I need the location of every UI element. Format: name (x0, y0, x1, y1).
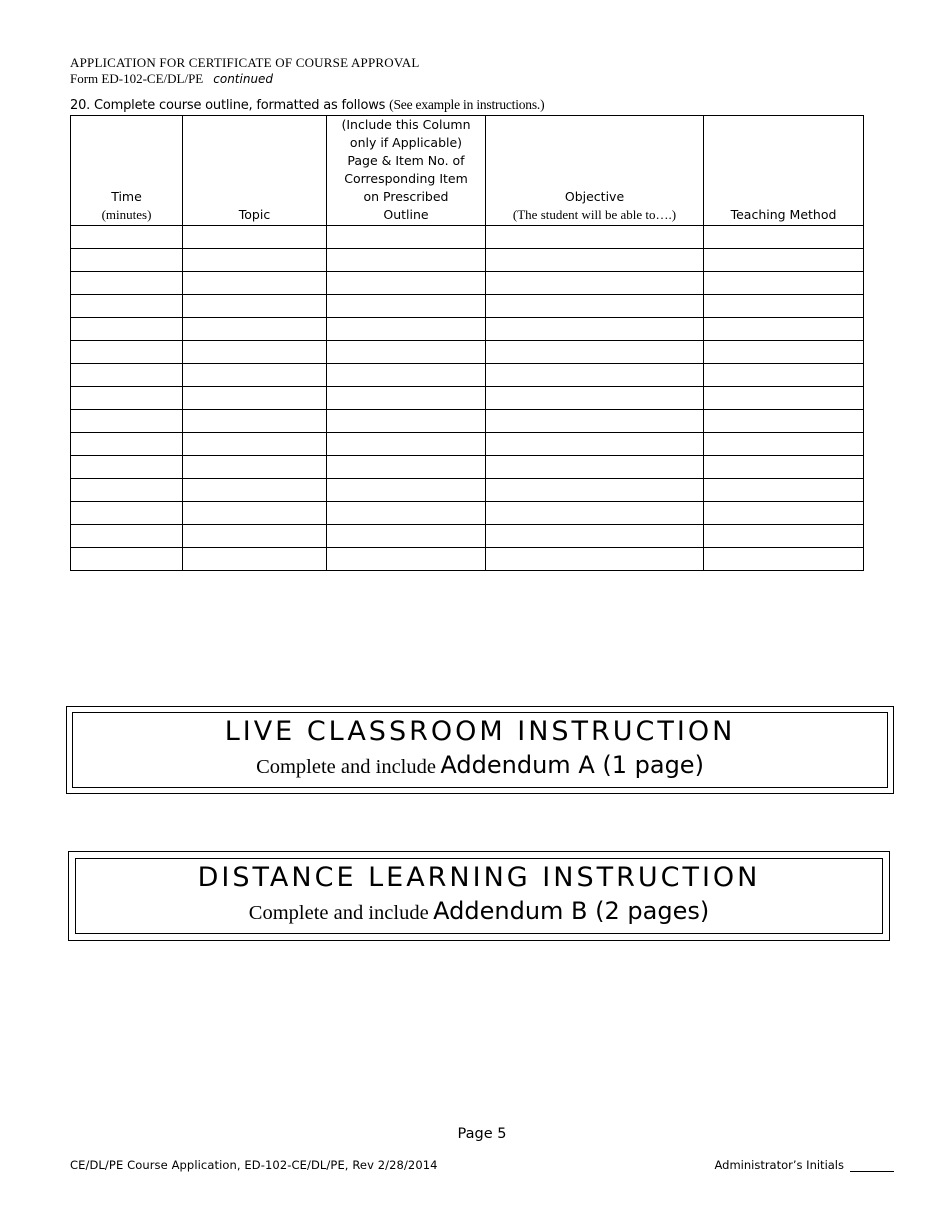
live-classroom-inner-box (72, 712, 888, 788)
method-cell[interactable] (704, 226, 864, 249)
table-row (71, 295, 864, 318)
reference-cell[interactable] (327, 433, 486, 456)
col-method-header (704, 116, 864, 226)
time-cell[interactable] (71, 479, 183, 502)
topic-cell[interactable] (183, 387, 327, 410)
distance-learning-box (68, 851, 890, 941)
objective-cell[interactable] (486, 456, 704, 479)
reference-cell[interactable] (327, 364, 486, 387)
topic-cell[interactable] (183, 341, 327, 364)
continued-label: continued (213, 72, 274, 86)
objective-cell[interactable] (486, 295, 704, 318)
objective-cell[interactable] (486, 272, 704, 295)
table-row (71, 226, 864, 249)
method-cell[interactable] (704, 502, 864, 525)
time-cell[interactable] (71, 387, 183, 410)
method-cell[interactable] (704, 456, 864, 479)
table-row (71, 433, 864, 456)
time-cell[interactable] (71, 410, 183, 433)
topic-cell[interactable] (183, 479, 327, 502)
reference-cell[interactable] (327, 341, 486, 364)
table-row (71, 502, 864, 525)
method-cell[interactable] (704, 433, 864, 456)
col-reference-line-2: only if Applicable) (349, 135, 463, 150)
method-cell[interactable] (704, 364, 864, 387)
distance-learning-instruction (76, 895, 882, 931)
time-cell[interactable] (71, 502, 183, 525)
objective-cell[interactable] (486, 525, 704, 548)
time-cell[interactable] (71, 272, 183, 295)
reference-cell[interactable] (327, 249, 486, 272)
reference-cell[interactable] (327, 226, 486, 249)
time-cell[interactable] (71, 525, 183, 548)
reference-cell[interactable] (327, 387, 486, 410)
time-cell[interactable] (71, 295, 183, 318)
reference-cell[interactable] (327, 410, 486, 433)
objective-cell[interactable] (486, 364, 704, 387)
col-time-header (71, 116, 183, 226)
topic-cell[interactable] (183, 249, 327, 272)
method-cell[interactable] (704, 548, 864, 571)
table-row (71, 318, 864, 341)
table-row (71, 410, 864, 433)
col-topic-header (183, 116, 327, 226)
table-row (71, 272, 864, 295)
col-reference-line-6: Outline (383, 207, 429, 222)
objective-cell[interactable] (486, 410, 704, 433)
distance-learning-heading: DISTANCE LEARNING INSTRUCTION (197, 862, 761, 893)
col-objective-sublabel: (The student will be able to….) (512, 207, 677, 222)
objective-cell[interactable] (486, 502, 704, 525)
method-cell[interactable] (704, 341, 864, 364)
topic-cell[interactable] (183, 364, 327, 387)
table-row (71, 387, 864, 410)
time-cell[interactable] (71, 548, 183, 571)
live-classroom-prefix: Complete and include (256, 756, 436, 778)
topic-cell[interactable] (183, 226, 327, 249)
live-classroom-instruction (73, 749, 887, 785)
topic-cell[interactable] (183, 410, 327, 433)
administrator-initials (714, 1158, 894, 1172)
col-objective-label: Objective (564, 189, 625, 204)
time-cell[interactable] (71, 249, 183, 272)
question-20-text: 20. Complete course outline, formatted as follows (70, 98, 386, 113)
topic-cell[interactable] (183, 525, 327, 548)
time-cell[interactable] (71, 456, 183, 479)
objective-cell[interactable] (486, 387, 704, 410)
objective-cell[interactable] (486, 433, 704, 456)
live-classroom-box (66, 706, 894, 794)
topic-cell[interactable] (183, 502, 327, 525)
topic-cell[interactable] (183, 548, 327, 571)
table-row (71, 548, 864, 571)
method-cell[interactable] (704, 410, 864, 433)
method-cell[interactable] (704, 249, 864, 272)
table-row (71, 456, 864, 479)
objective-cell[interactable] (486, 548, 704, 571)
method-cell[interactable] (704, 272, 864, 295)
objective-cell[interactable] (486, 226, 704, 249)
col-reference-line-5: on Prescribed (363, 189, 449, 204)
time-cell[interactable] (71, 226, 183, 249)
live-classroom-heading: LIVE CLASSROOM INSTRUCTION (224, 716, 736, 747)
distance-learning-prefix: Complete and include (248, 902, 429, 924)
objective-cell[interactable] (486, 479, 704, 502)
time-cell[interactable] (71, 318, 183, 341)
reference-cell[interactable] (327, 318, 486, 341)
question-20 (70, 97, 544, 113)
col-reference-line-4: Corresponding Item (344, 171, 468, 186)
course-outline-table (70, 115, 864, 571)
table-row (71, 479, 864, 502)
table-row (71, 525, 864, 548)
method-cell[interactable] (704, 525, 864, 548)
objective-cell[interactable] (486, 249, 704, 272)
reference-cell[interactable] (327, 479, 486, 502)
outline-table-body (71, 226, 864, 571)
reference-cell[interactable] (327, 525, 486, 548)
col-time-label: Time (111, 189, 142, 204)
administrator-initials-field[interactable] (850, 1160, 894, 1172)
table-row (71, 341, 864, 364)
question-20-note: (See example in instructions.) (389, 97, 545, 112)
addendum-b-label: Addendum B (2 pages) (433, 897, 710, 925)
addendum-a-label: Addendum A (1 page) (440, 751, 704, 779)
time-cell[interactable] (71, 364, 183, 387)
footer-form-reference: CE/DL/PE Course Application, ED-102-CE/DL/PE, Rev 2/28/2014 (70, 1158, 438, 1172)
table-row (71, 364, 864, 387)
form-number-text: Form ED-102-CE/DL/PE (70, 71, 204, 86)
table-header-row (71, 116, 864, 226)
method-cell[interactable] (704, 479, 864, 502)
method-cell[interactable] (704, 387, 864, 410)
topic-cell[interactable] (183, 295, 327, 318)
col-reference-line-1: (Include this Column (341, 117, 471, 132)
objective-cell[interactable] (486, 341, 704, 364)
topic-cell[interactable] (183, 318, 327, 341)
method-cell[interactable] (704, 295, 864, 318)
reference-cell[interactable] (327, 272, 486, 295)
method-cell[interactable] (704, 318, 864, 341)
topic-cell[interactable] (183, 456, 327, 479)
distance-learning-inner-box (75, 858, 883, 934)
form-title: APPLICATION FOR CERTIFICATE OF COURSE APPROVAL (70, 55, 420, 70)
topic-cell[interactable] (183, 433, 327, 456)
page-number: Page 5 (457, 1126, 507, 1142)
form-number (70, 71, 273, 87)
reference-cell[interactable] (327, 456, 486, 479)
col-objective-header (486, 116, 704, 226)
col-reference-header (327, 116, 486, 226)
col-time-sublabel: (minutes) (101, 207, 152, 222)
time-cell[interactable] (71, 433, 183, 456)
col-reference-line-3: Page & Item No. of (347, 153, 465, 168)
administrator-initials-label: Administrator’s Initials (714, 1158, 844, 1172)
time-cell[interactable] (71, 341, 183, 364)
objective-cell[interactable] (486, 318, 704, 341)
reference-cell[interactable] (327, 548, 486, 571)
col-topic-label: Topic (238, 207, 271, 222)
col-method-label: Teaching Method (730, 207, 837, 222)
reference-cell[interactable] (327, 295, 486, 318)
reference-cell[interactable] (327, 502, 486, 525)
table-row (71, 249, 864, 272)
topic-cell[interactable] (183, 272, 327, 295)
